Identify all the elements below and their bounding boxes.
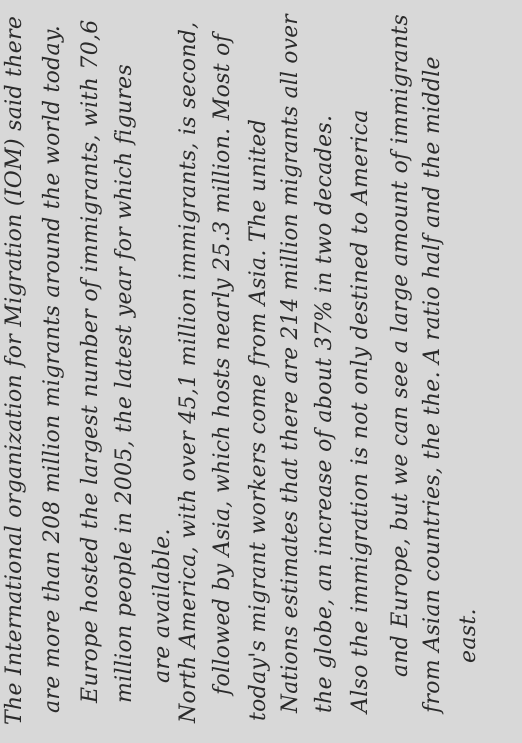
text-line: The International organization for Migration (IOM) said there (2, 15, 27, 725)
text-line: Also the immigration is not only destined to America (348, 109, 373, 713)
text-line: from Asian countries, the the. A ratio half and the middle (420, 56, 445, 713)
text-line: the globe, an increase of about 37% in two decades. (312, 114, 337, 713)
text-line: Nations estimates that there are 214 million migrants all over (278, 14, 303, 713)
text-line: followed by Asia, which hosts nearly 25.3 million. Most of (210, 33, 235, 695)
text-line: North America, with over 45,1 million immigrants, is second, (176, 21, 201, 723)
text-line: today's migrant workers come from Asia. The united (246, 118, 271, 721)
text-line: are available. (150, 528, 175, 683)
text-line: and Europe, but we can see a large amount of immigrants (388, 14, 413, 677)
text-line: Europe hosted the largest number of immigrants, with 70,6 (78, 19, 103, 703)
text-line: east. (456, 608, 481, 663)
text-line: million people in 2005, the latest year for which figures (112, 63, 137, 703)
text-line: are more than 208 million migrants around the world today. (40, 24, 65, 713)
